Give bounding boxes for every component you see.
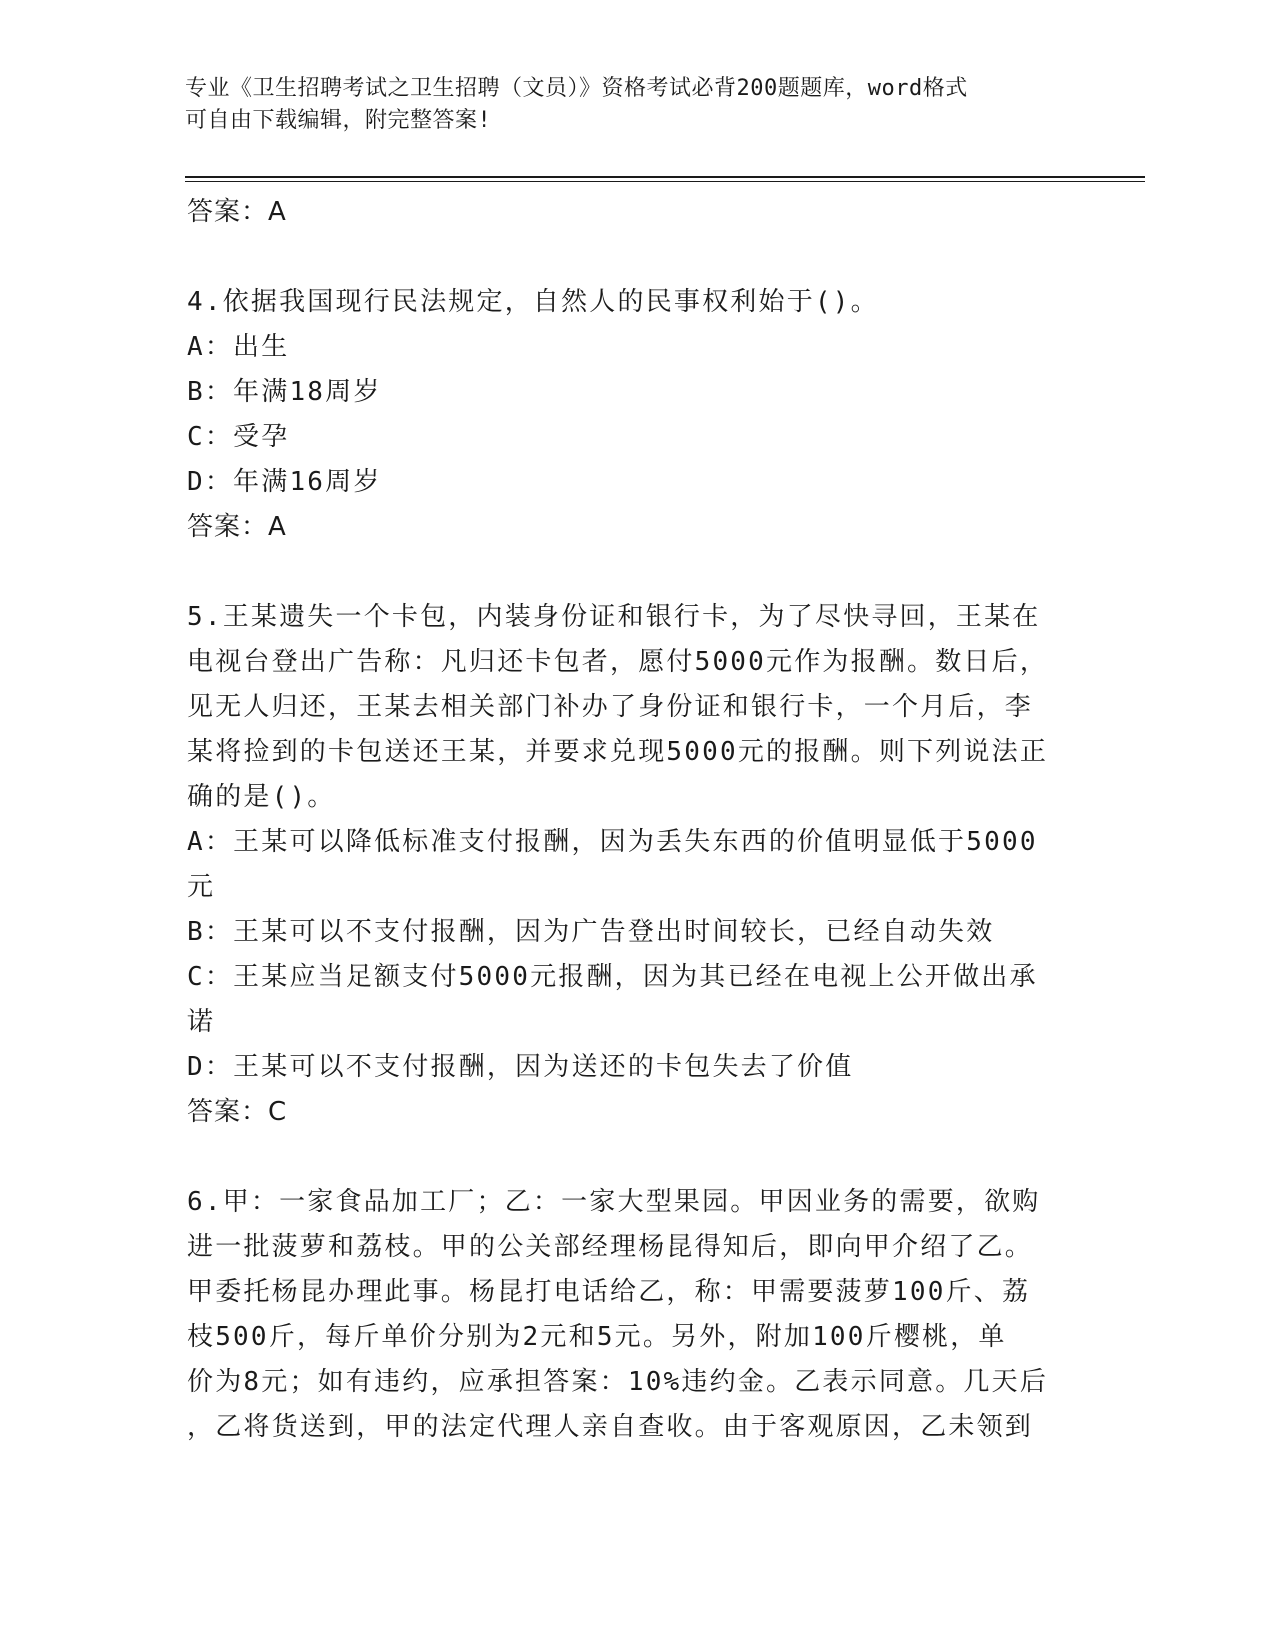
question-5-option-c-cont: 诺: [187, 1007, 216, 1037]
question-6-stem-line: 6.甲：一家食品加工厂；乙：一家大型果园。甲因业务的需要，欲购: [187, 1187, 1041, 1217]
header-title-line-2: 可自由下载编辑，附完整答案!: [185, 108, 492, 133]
question-5-option-a-cont: 元: [187, 872, 216, 902]
question-5-option-d: D：王某可以不支付报酬，因为送还的卡包失去了价值: [187, 1052, 854, 1082]
question-4-option-b: B：年满18周岁: [187, 377, 382, 407]
header-divider-thick: [185, 176, 1145, 178]
page-header: [185, 73, 1065, 137]
header-divider-thin: [185, 181, 1145, 182]
answer-q5: 答案：C: [187, 1097, 288, 1127]
question-4-stem: 4.依据我国现行民法规定，自然人的民事权利始于()。: [187, 287, 879, 317]
question-5-stem-line: 电视台登出广告称：凡归还卡包者，愿付5000元作为报酬。数日后，: [187, 647, 1049, 677]
answer-q3: 答案：A: [187, 197, 287, 227]
spacer: [187, 550, 1067, 595]
question-4-option-a: A：出生: [187, 332, 290, 362]
spacer: [187, 1135, 1067, 1180]
question-6: [187, 1180, 1067, 1450]
question-6-stem-line: 枝500斤，每斤单价分别为2元和5元。另外，附加100斤樱桃，单: [187, 1322, 1007, 1352]
question-content: [187, 190, 1067, 1450]
question-5-option-c: C：王某应当足额支付5000元报酬，因为其已经在电视上公开做出承: [187, 962, 1038, 992]
question-4-option-c: C：受孕: [187, 422, 290, 452]
question-4: [187, 280, 1067, 550]
question-5-stem-line: 某将捡到的卡包送还王某，并要求兑现5000元的报酬。则下列说法正: [187, 737, 1049, 767]
question-6-stem-line: ，乙将货送到，甲的法定代理人亲自查收。由于客观原因，乙未领到: [187, 1412, 1034, 1442]
question-5-option-a: A：王某可以降低标准支付报酬，因为丢失东西的价值明显低于5000: [187, 827, 1038, 857]
question-5-stem-line: 见无人归还，王某去相关部门补办了身份证和银行卡，一个月后，李: [187, 692, 1034, 722]
answer-q4: 答案：A: [187, 512, 287, 542]
question-6-stem-line: 甲委托杨昆办理此事。杨昆打电话给乙，称：甲需要菠萝100斤、荔: [187, 1277, 1031, 1307]
question-5: [187, 595, 1067, 1135]
question-6-stem-line: 进一批菠萝和荔枝。甲的公关部经理杨昆得知后，即向甲介绍了乙。: [187, 1232, 1034, 1262]
question-5-option-b: B：王某可以不支付报酬，因为广告登出时间较长，已经自动失效: [187, 917, 995, 947]
spacer: [187, 235, 1067, 280]
question-6-stem-line: 价为8元；如有违约，应承担答案：10%违约金。乙表示同意。几天后: [187, 1367, 1049, 1397]
header-title-line-1: 专业《卫生招聘考试之卫生招聘（文员）》资格考试必背200题题库，word格式: [185, 76, 968, 101]
question-4-option-d: D：年满16周岁: [187, 467, 382, 497]
question-5-stem-line: 确的是()。: [187, 782, 336, 812]
question-5-stem-line: 5.王某遗失一个卡包，内装身份证和银行卡，为了尽快寻回，王某在: [187, 602, 1041, 632]
